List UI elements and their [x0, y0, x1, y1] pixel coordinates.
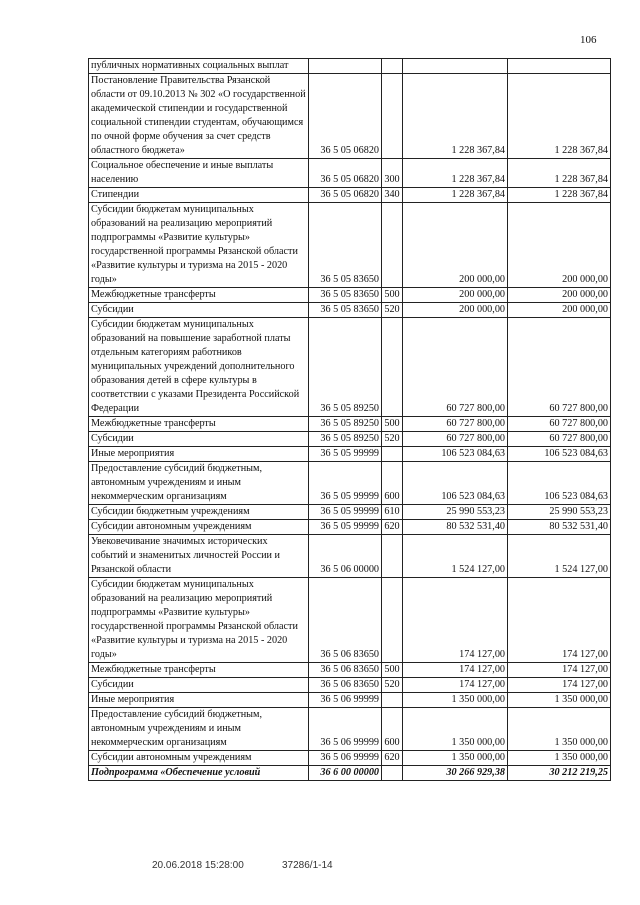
row-name: Межбюджетные трансферты: [89, 417, 309, 432]
row-code: 36 5 05 89250: [309, 318, 382, 417]
table-row: [89, 535, 611, 578]
row-code: 36 5 05 99999: [309, 462, 382, 505]
table-row: [89, 663, 611, 678]
row-sum-1: 174 127,00: [403, 678, 508, 693]
row-sum-2: 60 727 800,00: [508, 318, 611, 417]
row-code: 36 5 05 83650: [309, 203, 382, 288]
row-name: публичных нормативных социальных выплат: [89, 59, 309, 74]
row-sum-1: [403, 59, 508, 74]
row-sum-2: 1 350 000,00: [508, 708, 611, 751]
row-sum-1: 30 266 929,38: [403, 766, 508, 781]
row-sum-2: 1 350 000,00: [508, 693, 611, 708]
row-sum-2: 200 000,00: [508, 303, 611, 318]
row-expense-type: [382, 74, 403, 159]
table-row: [89, 505, 611, 520]
row-sum-1: 1 350 000,00: [403, 708, 508, 751]
row-expense-type: [382, 318, 403, 417]
row-expense-type: [382, 766, 403, 781]
row-name: Иные мероприятия: [89, 447, 309, 462]
row-code: 36 5 05 99999: [309, 447, 382, 462]
row-name: Межбюджетные трансферты: [89, 663, 309, 678]
table-row: [89, 432, 611, 447]
row-expense-type: [382, 447, 403, 462]
row-expense-type: 500: [382, 663, 403, 678]
row-name: Субсидии бюджетным учреждениям: [89, 505, 309, 520]
row-expense-type: [382, 203, 403, 288]
row-code: 36 5 05 89250: [309, 417, 382, 432]
row-sum-1: 25 990 553,23: [403, 505, 508, 520]
row-name: Межбюджетные трансферты: [89, 288, 309, 303]
row-sum-1: 174 127,00: [403, 663, 508, 678]
row-sum-1: 80 532 531,40: [403, 520, 508, 535]
row-expense-type: [382, 578, 403, 663]
row-code: 36 5 05 83650: [309, 288, 382, 303]
table-row: [89, 303, 611, 318]
table-row: [89, 462, 611, 505]
row-sum-1: 1 228 367,84: [403, 74, 508, 159]
table-row: [89, 417, 611, 432]
row-expense-type: 620: [382, 751, 403, 766]
table-row: [89, 59, 611, 74]
table-row: [89, 678, 611, 693]
row-sum-1: 200 000,00: [403, 303, 508, 318]
row-sum-2: 200 000,00: [508, 203, 611, 288]
table-row: [89, 318, 611, 417]
row-sum-1: 1 524 127,00: [403, 535, 508, 578]
row-name: Субсидии: [89, 303, 309, 318]
row-sum-2: 80 532 531,40: [508, 520, 611, 535]
table-row: [89, 203, 611, 288]
row-sum-1: 1 228 367,84: [403, 159, 508, 188]
row-name: Субсидии бюджетам муниципальных образований на повышение заработной платы отдельным категориям работников муниципальных учреждений дополнительного образования детей в сфере культуры в соответствии с указами Президента Российской Федерации: [89, 318, 309, 417]
budget-table: [88, 58, 611, 781]
row-code: 36 5 05 06820: [309, 188, 382, 203]
row-code: 36 5 06 83650: [309, 663, 382, 678]
row-sum-1: 174 127,00: [403, 578, 508, 663]
row-code: 36 5 06 83650: [309, 678, 382, 693]
table-row: [89, 74, 611, 159]
row-name: Иные мероприятия: [89, 693, 309, 708]
row-expense-type: 620: [382, 520, 403, 535]
row-name: Увековечивание значимых исторических событий и знаменитых личностей России и Рязанской области: [89, 535, 309, 578]
row-sum-1: 60 727 800,00: [403, 318, 508, 417]
row-sum-2: 1 228 367,84: [508, 74, 611, 159]
row-code: 36 5 06 99999: [309, 708, 382, 751]
row-sum-2: 106 523 084,63: [508, 447, 611, 462]
row-expense-type: 600: [382, 708, 403, 751]
row-sum-2: 1 350 000,00: [508, 751, 611, 766]
footer-document-id: 37286/1-14: [282, 860, 333, 871]
row-name: Субсидии бюджетам муниципальных образований на реализацию мероприятий подпрограммы «Развитие культуры» государственной программы Рязанской области «Развитие культуры и туризма на 2015 - 2020 годы»: [89, 578, 309, 663]
page-number: 106: [580, 34, 597, 46]
row-name: Субсидии: [89, 678, 309, 693]
row-sum-1: 1 350 000,00: [403, 693, 508, 708]
row-code: 36 5 05 83650: [309, 303, 382, 318]
row-sum-1: 1 350 000,00: [403, 751, 508, 766]
row-sum-2: 25 990 553,23: [508, 505, 611, 520]
row-sum-2: 174 127,00: [508, 663, 611, 678]
row-sum-2: 1 228 367,84: [508, 188, 611, 203]
row-name: Субсидии бюджетам муниципальных образований на реализацию мероприятий подпрограммы «Развитие культуры» государственной программы Рязанской области «Развитие культуры и туризма на 2015 - 2020 годы»: [89, 203, 309, 288]
row-code: 36 5 05 89250: [309, 432, 382, 447]
row-expense-type: 500: [382, 417, 403, 432]
row-sum-2: [508, 59, 611, 74]
row-expense-type: [382, 693, 403, 708]
table-row: [89, 693, 611, 708]
row-code: 36 5 05 06820: [309, 159, 382, 188]
footer-timestamp: 20.06.2018 15:28:00: [152, 860, 244, 871]
row-code: 36 5 05 99999: [309, 520, 382, 535]
row-sum-2: 1 228 367,84: [508, 159, 611, 188]
row-sum-2: 106 523 084,63: [508, 462, 611, 505]
row-sum-2: 1 524 127,00: [508, 535, 611, 578]
row-expense-type: 300: [382, 159, 403, 188]
row-name: Субсидии автономным учреждениям: [89, 520, 309, 535]
row-sum-2: 60 727 800,00: [508, 417, 611, 432]
row-sum-1: 60 727 800,00: [403, 432, 508, 447]
row-name: Постановление Правительства Рязанской области от 09.10.2013 № 302 «О государственной академической стипендии и государственной социальной стипендии студентам, обучающимся по очной форме обучения за счет средств областного бюджета»: [89, 74, 309, 159]
row-code: 36 5 06 99999: [309, 693, 382, 708]
table-row: [89, 578, 611, 663]
row-expense-type: 520: [382, 303, 403, 318]
row-sum-2: 174 127,00: [508, 578, 611, 663]
row-name: Подпрограмма «Обеспечение условий: [89, 766, 309, 781]
row-code: 36 5 05 06820: [309, 74, 382, 159]
row-sum-1: 200 000,00: [403, 203, 508, 288]
row-sum-1: 60 727 800,00: [403, 417, 508, 432]
row-sum-2: 30 212 219,25: [508, 766, 611, 781]
row-sum-2: 174 127,00: [508, 678, 611, 693]
row-name: Стипендии: [89, 188, 309, 203]
row-name: Социальное обеспечение и иные выплаты населению: [89, 159, 309, 188]
row-expense-type: [382, 535, 403, 578]
table-row: [89, 188, 611, 203]
table-row: [89, 751, 611, 766]
table-row: [89, 520, 611, 535]
row-code: 36 5 05 99999: [309, 505, 382, 520]
row-name: Предоставление субсидий бюджетным, автономным учреждениям и иным некоммерческим организациям: [89, 708, 309, 751]
table-row: [89, 708, 611, 751]
row-code: [309, 59, 382, 74]
table-row: [89, 159, 611, 188]
table-row-subprogram-total: [89, 766, 611, 781]
row-expense-type: 520: [382, 678, 403, 693]
row-name: Субсидии: [89, 432, 309, 447]
row-sum-1: 200 000,00: [403, 288, 508, 303]
row-name: Субсидии автономным учреждениям: [89, 751, 309, 766]
row-expense-type: 520: [382, 432, 403, 447]
row-code: 36 6 00 00000: [309, 766, 382, 781]
row-sum-2: 60 727 800,00: [508, 432, 611, 447]
table-row: [89, 288, 611, 303]
row-sum-1: 106 523 084,63: [403, 447, 508, 462]
row-sum-2: 200 000,00: [508, 288, 611, 303]
row-code: 36 5 06 00000: [309, 535, 382, 578]
row-expense-type: [382, 59, 403, 74]
row-expense-type: 340: [382, 188, 403, 203]
table-row: [89, 447, 611, 462]
row-expense-type: 610: [382, 505, 403, 520]
row-code: 36 5 06 83650: [309, 578, 382, 663]
row-expense-type: 600: [382, 462, 403, 505]
row-name: Предоставление субсидий бюджетным, автономным учреждениям и иным некоммерческим организациям: [89, 462, 309, 505]
row-expense-type: 500: [382, 288, 403, 303]
row-sum-1: 106 523 084,63: [403, 462, 508, 505]
row-code: 36 5 06 99999: [309, 751, 382, 766]
row-sum-1: 1 228 367,84: [403, 188, 508, 203]
